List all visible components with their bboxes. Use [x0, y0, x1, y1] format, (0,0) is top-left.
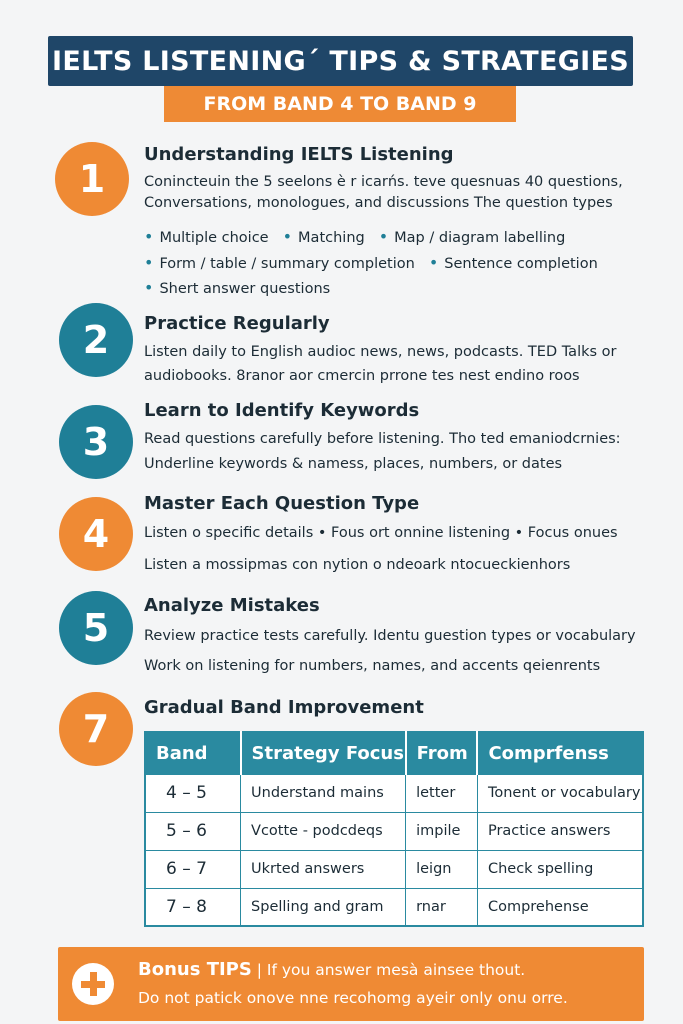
section-text: Listen daily to English audioc news, news, podcasts. TED Talks or: [144, 344, 617, 360]
column-header: Comprfenss: [477, 732, 643, 774]
section-text: Conversations, monologues, and discussions The question types: [144, 195, 613, 211]
table-cell: 5 – 6: [145, 812, 241, 850]
bullet-row: [144, 253, 598, 272]
section-text: Conincteuin the 5 seelons è r icarńs. teve quesnuas 40 questions,: [144, 174, 623, 190]
subtitle-banner: [164, 86, 516, 122]
title-banner: [48, 36, 633, 86]
plus-icon: [72, 963, 114, 1005]
page-title: IELTS LISTENING´ TIPS & STRATEGIES: [51, 45, 629, 77]
table-header-row: [145, 732, 643, 774]
section-title: Master Each Question Type: [144, 493, 420, 514]
bonus-tips-box: [58, 947, 644, 1021]
band-improvement-table: [144, 731, 644, 927]
section-text: Read questions carefully before listening. Tho ted emaniodcrnies:: [144, 431, 621, 447]
column-header: From: [406, 732, 478, 774]
table-cell: rnar: [406, 888, 478, 926]
table-cell: Check spelling: [477, 850, 643, 888]
table-cell: Understand mains: [241, 774, 406, 812]
bullet-row: [144, 227, 565, 246]
table-cell: Spelling and gram: [241, 888, 406, 926]
table-cell: Practice answers: [477, 812, 643, 850]
table-cell: Comprehense: [477, 888, 643, 926]
section-title: Learn to Identify Keywords: [144, 400, 420, 421]
step-7-badge: 7: [59, 692, 133, 766]
column-header: Strategy Focus: [241, 732, 406, 774]
table-cell: 7 – 8: [145, 888, 241, 926]
section-text: Listen o specific details • Fous ort onnine listening • Focus onues: [144, 525, 618, 541]
table-row: [145, 850, 643, 888]
bullet-row: [144, 278, 330, 297]
section-title: Practice Regularly: [144, 313, 330, 334]
bullet-item: • Multiple choice: [144, 227, 269, 246]
table-cell: 4 – 5: [145, 774, 241, 812]
table-cell: Ukrted answers: [241, 850, 406, 888]
bullet-item: • Matching: [283, 227, 365, 246]
bullet-item: • Sentence completion: [429, 253, 598, 272]
bullet-item: • Form / table / summary completion: [144, 253, 415, 272]
table-cell: 6 – 7: [145, 850, 241, 888]
table-cell: impile: [406, 812, 478, 850]
table-cell: letter: [406, 774, 478, 812]
table-cell: leign: [406, 850, 478, 888]
table-row: [145, 888, 643, 926]
table-row: [145, 812, 643, 850]
table-cell: Tonent or vocabulary: [477, 774, 643, 812]
bonus-line-2: Do not patick onove nne recohomg ayeir only onu orre.: [138, 989, 568, 1007]
section-text: Work on listening for numbers, names, and accents qeienrents: [144, 658, 601, 674]
column-header: Band: [145, 732, 241, 774]
section-text: Listen a mossipmas con nytion o ndeoark ntocueckienhors: [144, 557, 571, 573]
page-subtitle: FROM BAND 4 TO BAND 9: [203, 93, 477, 115]
bonus-label: Bonus TIPS: [138, 959, 252, 980]
bullet-item: • Shert answer questions: [144, 278, 330, 297]
bonus-line-1: [138, 959, 525, 980]
section-text: Review practice tests carefully. Identu guestion types or vocabulary: [144, 628, 636, 644]
section-text: audiobooks. 8ranor aor cmercin prrone tes nest endino roos: [144, 368, 580, 384]
section-title: Analyze Mistakes: [144, 595, 320, 616]
step-3-badge: 3: [59, 405, 133, 479]
step-4-badge: 4: [59, 497, 133, 571]
step-1-badge: 1: [55, 142, 129, 216]
section-text: Underline keywords & namess, places, numbers, or dates: [144, 456, 563, 472]
table-row: [145, 774, 643, 812]
step-5-badge: 5: [59, 591, 133, 665]
step-2-badge: 2: [59, 303, 133, 377]
bonus-text: | If you answer mesà ainsee thout.: [256, 961, 526, 979]
bullet-item: • Map / diagram labelling: [379, 227, 566, 246]
table-cell: Vcotte - podcdeqs: [241, 812, 406, 850]
section-title: Understanding IELTS Listening: [144, 144, 454, 165]
section-title: Gradual Band Improvement: [144, 697, 424, 718]
